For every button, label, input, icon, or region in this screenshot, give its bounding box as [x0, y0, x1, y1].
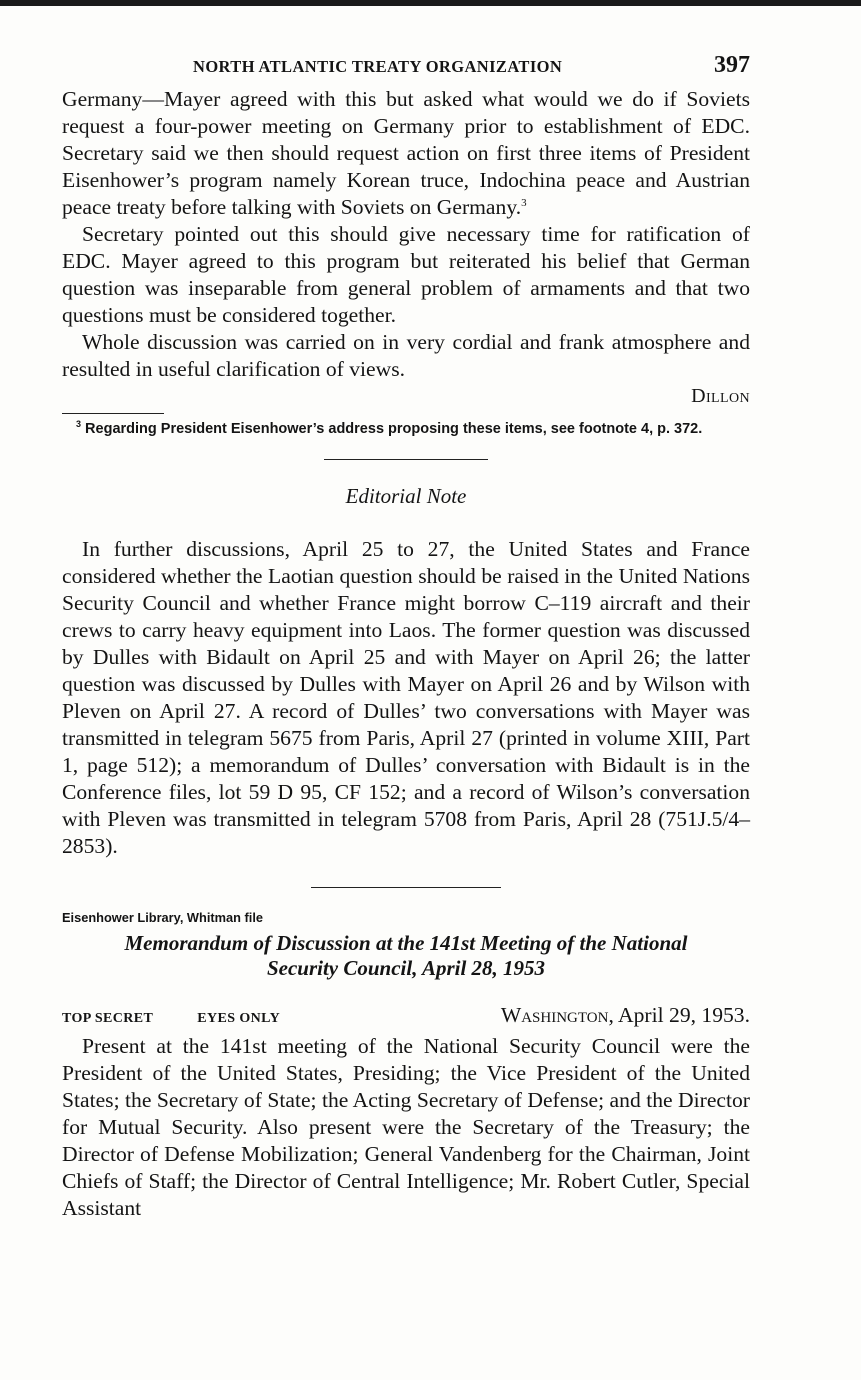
dateline-place: Washington	[500, 1003, 609, 1027]
paragraph-3: Whole discussion was carried on in very cordial and frank atmosphere and resulted in useful clarification of views.	[62, 330, 750, 381]
document-page	[62, 52, 750, 1222]
section-divider	[324, 459, 488, 460]
section-divider-2	[311, 887, 501, 888]
page-number: 397	[714, 52, 750, 78]
source-line: Eisenhower Library, Whitman file	[62, 910, 263, 925]
footnote-marker: 3	[76, 419, 82, 430]
signature	[62, 383, 750, 410]
memorandum-body: Present at the 141st meeting of the National Security Council were the President of the United States, Presiding; the Vice President of the United States; the Secretary of State; the Acting Secretary of Defense; and the Director for Mutual Security. Also present were the Secretary of the Treasury; the Director of Defense Mobilization; General Vandenberg for the Chairman, Joint Chiefs of Staff; the Director of Central Intelligence; Mr. Robert Cutler, Special Assistant	[62, 1034, 750, 1220]
classification-top-secret: TOP SECRET	[62, 1011, 154, 1026]
footnote-rule	[62, 413, 164, 414]
paragraph-1	[62, 86, 750, 221]
footnote-reference: 3	[521, 196, 527, 209]
paragraph-2: Secretary pointed out this should give necessary time for ratification of EDC. Mayer agreed to this program but reiterated his belief that German question was inseparable from general problem of armaments and that two questions must be considered together.	[62, 222, 750, 327]
classification-eyes-only: EYES ONLY	[197, 1011, 281, 1026]
dateline-date: , April 29, 1953.	[608, 1003, 750, 1027]
footnote	[62, 420, 750, 439]
dateline	[501, 1003, 750, 1028]
paragraph-1-text: Germany—Mayer agreed with this but asked what would we do if Soviets request a four-power meeting on Germany prior to establishment of EDC. Secretary said we then should request action on first three items of President Eisenhower’s program namely Korean truce, Indochina peace and Austrian peace treaty before talking with Soviets on Germany.	[62, 87, 750, 219]
running-head: NORTH ATLANTIC TREATY ORGANIZATION	[193, 57, 563, 76]
document-title	[62, 931, 750, 981]
classification-line	[62, 1003, 750, 1033]
editorial-note-text: In further discussions, April 25 to 27, the United States and France considered whether the Laotian question should be raised in the United Nations Security Council and whether France might borrow C–119 aircraft and their crews to carry heavy equipment into Laos. The former question was discussed by Dulles with Bidault on April 25 and with Mayer on April 26; the latter question was discussed by Dulles with Mayer on April 26 and by Wilson with Pleven on April 27. A record of Dulles’ two conversations with Mayer was transmitted in telegram 5675 from Paris, April 27 (printed in volume XIII, Part 1, page 512); a memorandum of Dulles’ conversation with Bidault is in the Conference files, lot 59 D 95, CF 152; and a record of Wilson’s conversation with Pleven was transmitted in telegram 5708 from Paris, April 28 (751J.5/4–2853).	[62, 537, 750, 858]
document-title-line-2: Security Council, April 28, 1953	[266, 956, 546, 980]
footnote-text: Regarding President Eisenhower’s address proposing these items, see footnote 4, p. 372.	[85, 421, 703, 437]
page-header	[62, 52, 750, 86]
top-border	[0, 0, 861, 6]
document-title-line-1: Memorandum of Discussion at the 141st Meeting of the National	[124, 931, 688, 955]
signature-name: Dillon	[691, 385, 750, 407]
editorial-note-title: Editorial Note	[345, 484, 467, 508]
